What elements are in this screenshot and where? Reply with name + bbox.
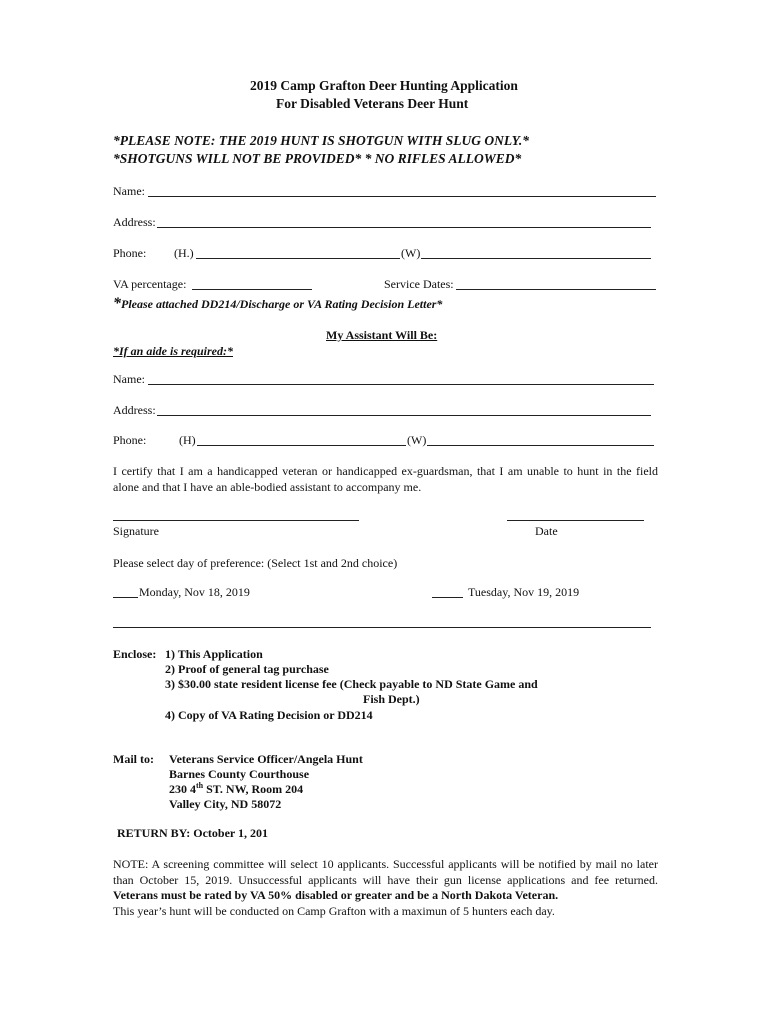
applicant-home-phone-field[interactable]: [196, 258, 400, 259]
applicant-home-phone-label: (H.): [174, 246, 194, 260]
preference-prompt: Please select day of preference: (Select 1st and 2nd choice): [113, 556, 398, 570]
assistant-address-label: Address:: [113, 403, 156, 417]
no-rifles-notice: *SHOTGUNS WILL NOT BE PROVIDED* * NO RIFLES ALLOWED*: [113, 151, 522, 166]
applicant-work-phone-label: (W): [401, 246, 421, 260]
mail-line-1: Veterans Service Officer/Angela Hunt: [169, 752, 363, 766]
service-dates-label: Service Dates:: [384, 277, 454, 291]
attachment-note-text: Please attached DD214/Discharge or VA Rating Decision Letter*: [121, 297, 443, 311]
applicant-name-field[interactable]: [148, 196, 656, 197]
monday-choice-field[interactable]: [113, 597, 138, 598]
assistant-home-phone-field[interactable]: [197, 445, 406, 446]
enclose-item-4: 4) Copy of VA Rating Decision or DD214: [165, 708, 373, 722]
va-percentage-field[interactable]: [192, 289, 312, 290]
mail-street-suffix: th: [196, 781, 204, 790]
assistant-address-field[interactable]: [157, 415, 651, 416]
footer-note-bold: Veterans must be rated by VA 50% disabled or greater and be a North Dakota Veteran.: [113, 888, 559, 902]
enclose-label: Enclose:: [113, 647, 157, 661]
assistant-work-phone-field[interactable]: [427, 445, 654, 446]
tuesday-choice-field[interactable]: [432, 597, 463, 598]
applicant-address-label: Address:: [113, 215, 156, 229]
certification-text: I certify that I am a handicapped veteran or handicapped ex-guardsman, that I am unable to hunt in the field alone and that I have an able-bodied assistant to accompany me.: [113, 464, 658, 494]
mail-to-label: Mail to:: [113, 752, 154, 766]
enclose-item-1: 1) This Application: [165, 647, 263, 661]
assistant-phone-label: Phone:: [113, 433, 147, 447]
attachment-star: *: [113, 295, 121, 312]
enclose-item-3: 3) $30.00 state resident license fee (Check payable to ND State Game and: [165, 677, 538, 691]
assistant-work-phone-label: (W): [407, 433, 427, 447]
assistant-name-label: Name:: [113, 372, 145, 386]
footer-last-line: This year’s hunt will be conducted on Camp Grafton with a maximun of 5 hunters each day.: [113, 904, 555, 918]
tuesday-option-label: Tuesday, Nov 19, 2019: [468, 585, 580, 599]
signature-field[interactable]: [113, 520, 359, 521]
document-title: 2019 Camp Grafton Deer Hunting Application: [250, 78, 518, 93]
applicant-name-label: Name:: [113, 184, 145, 198]
assistant-home-phone-label: (H): [179, 433, 196, 447]
footer-note: [113, 857, 658, 904]
footer-note-text: NOTE: A screening committee will select 10 applicants. Successful applicants will be notified by mail no later than October 15, 2019. Unsuccessful applicants will have their gun license applications and fee returned.: [113, 857, 658, 887]
document-subtitle: For Disabled Veterans Deer Hunt: [276, 96, 469, 111]
return-by: RETURN BY: October 1, 201: [117, 826, 269, 840]
mail-street-rest: ST. NW, Room 204: [203, 782, 304, 796]
attachment-note: [113, 296, 442, 312]
applicant-phone-label: Phone:: [113, 246, 147, 260]
assistant-name-field[interactable]: [148, 384, 654, 385]
mail-line-2: Barnes County Courthouse: [169, 767, 310, 781]
va-percentage-label: VA percentage:: [113, 277, 187, 291]
applicant-address-field[interactable]: [157, 227, 651, 228]
enclose-item-3-cont: Fish Dept.): [363, 692, 420, 706]
service-dates-field[interactable]: [456, 289, 656, 290]
applicant-work-phone-field[interactable]: [421, 258, 651, 259]
mail-street-number: 230 4: [169, 782, 196, 796]
shotgun-notice: *PLEASE NOTE: THE 2019 HUNT IS SHOTGUN WITH SLUG ONLY.*: [113, 133, 530, 148]
mail-line-3: [169, 782, 303, 797]
assistant-heading: My Assistant Will Be:: [326, 328, 438, 342]
mail-line-4: Valley City, ND 58072: [169, 797, 282, 811]
aide-note: *If an aide is required:*: [113, 344, 233, 358]
signature-label: Signature: [113, 524, 159, 538]
date-field[interactable]: [507, 520, 644, 521]
monday-option-label: Monday, Nov 18, 2019: [139, 585, 250, 599]
section-divider: [113, 627, 651, 628]
date-label: Date: [535, 524, 558, 538]
enclose-item-2: 2) Proof of general tag purchase: [165, 662, 329, 676]
